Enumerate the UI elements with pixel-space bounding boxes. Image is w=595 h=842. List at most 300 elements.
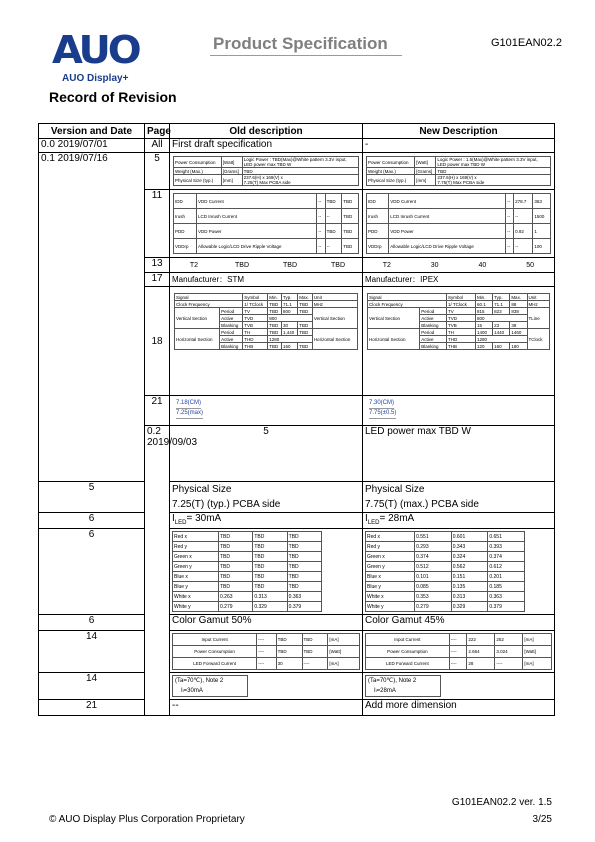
table-row — [173, 552, 322, 562]
table-row — [367, 168, 551, 175]
table-row — [366, 532, 525, 542]
table-row — [174, 175, 359, 186]
chromaticity-mini-table — [365, 531, 525, 612]
table-cell: Power Consumption — [174, 157, 222, 168]
revision-table — [38, 123, 555, 716]
table-cell: Weight (Max.) — [174, 168, 222, 175]
table-row — [368, 329, 550, 336]
header-new: New Description — [363, 124, 555, 139]
table-cell: 71.1 — [493, 301, 510, 308]
new-cell: - — [363, 139, 555, 153]
table-cell: 800 — [475, 315, 527, 322]
table-cell: TBD — [253, 562, 287, 572]
table-cell: Blanking — [220, 322, 243, 329]
new-cell — [363, 631, 555, 673]
cell-text: TBD — [235, 261, 249, 269]
chromaticity-mini-table — [172, 531, 322, 612]
table-cell: -- — [325, 209, 342, 224]
table-cell: -- — [514, 209, 533, 224]
table-cell: TVB — [243, 322, 268, 329]
power-spec-mini-table — [366, 156, 551, 186]
table-cell: TBD — [242, 168, 358, 175]
table-cell: Weight (Max.) — [367, 168, 415, 175]
cell-text: Iₗ=30mA — [181, 688, 203, 694]
table-cell: Power Consumption — [366, 646, 450, 658]
table-cell: 800 — [268, 315, 313, 322]
table-row — [39, 673, 555, 700]
content-block — [366, 532, 525, 612]
table-cell: Red x — [366, 532, 415, 542]
page-cell: All — [145, 139, 170, 153]
cell-text: = 30mA — [186, 513, 222, 524]
table-cell: [Watt] — [415, 157, 436, 168]
cell-text: Physical Size — [172, 484, 232, 495]
table-cell: 0.379 — [287, 602, 321, 612]
new-cell: Manufacturer：IPEX — [363, 273, 555, 287]
table-cell: VDD Current — [389, 194, 506, 209]
table-row — [175, 308, 358, 315]
table-cell: 0.329 — [253, 602, 287, 612]
page-cell: 17 — [145, 273, 170, 287]
table-cell: TH — [446, 329, 475, 336]
table-header-row — [39, 124, 555, 139]
table-cell: ---- — [257, 646, 276, 658]
table-cell: LED Forward Current — [173, 658, 257, 670]
table-row — [366, 658, 552, 670]
dimension-label: 7.75(±0.5) — [369, 409, 396, 419]
table-cell: TBD — [287, 582, 321, 592]
table-cell: Horizontal Section — [368, 329, 420, 350]
document-number: G101EAN02.2 — [491, 37, 562, 49]
table-cell: Horizontal Section — [312, 329, 357, 350]
table-cell: 222 — [467, 634, 495, 646]
table-cell: TBD — [276, 634, 302, 646]
cell-text: T2 — [189, 261, 199, 269]
table-cell: Input Current — [173, 634, 257, 646]
table-cell: Max. — [510, 294, 527, 301]
table-cell: 30 — [276, 658, 302, 670]
table-cell: TBD — [253, 552, 287, 562]
page-cell: 5 — [145, 153, 170, 190]
table-cell: [Watt] — [221, 157, 242, 168]
content-block — [39, 124, 555, 716]
table-row — [173, 562, 322, 572]
table-cell: 800 — [281, 308, 297, 315]
table-cell: TBD — [276, 646, 302, 658]
table-cell: -- — [317, 194, 325, 209]
content-block — [367, 194, 551, 254]
table-row — [173, 634, 360, 646]
table-cell: 0.343 — [451, 542, 488, 552]
table-cell: 71.1 — [281, 301, 297, 308]
cell-text: 237.6(H) x 169(V) x — [437, 175, 477, 180]
table-cell: -- — [506, 194, 514, 209]
table-cell: Vertical Section — [368, 308, 420, 329]
table-cell: 0.263 — [219, 592, 253, 602]
table-cell: TBD — [268, 308, 282, 315]
table-cell: Signal — [368, 294, 447, 301]
table-cell: TBD — [302, 634, 328, 646]
table-row — [39, 631, 555, 673]
cell-text: 237.6(H) x 169(V) x — [243, 175, 283, 180]
table-cell: THB — [446, 343, 475, 350]
table-cell: 100 — [533, 239, 551, 254]
table-cell — [242, 175, 358, 186]
table-row — [173, 532, 322, 542]
table-cell: PDD — [174, 224, 197, 239]
table-cell: TVB — [446, 322, 475, 329]
table-row — [366, 592, 525, 602]
page-cell: 5 — [39, 482, 145, 513]
table-cell: VDD Current — [196, 194, 316, 209]
old-cell — [170, 529, 363, 615]
table-cell: [mA] — [328, 658, 360, 670]
table-cell: Period — [220, 329, 243, 336]
table-cell: TBD — [287, 562, 321, 572]
table-cell: 120 — [475, 343, 492, 350]
old-cell — [170, 396, 363, 426]
table-cell: [Watt] — [523, 646, 552, 658]
table-cell: ---- — [449, 634, 467, 646]
table-row — [366, 572, 525, 582]
table-row — [174, 168, 359, 175]
table-cell: White y — [173, 602, 219, 612]
table-cell — [436, 157, 551, 168]
table-row — [175, 329, 358, 336]
cell-text: LED — [367, 520, 380, 526]
table-cell: [Watt] — [328, 646, 360, 658]
content-block — [173, 532, 322, 612]
table-cell: TBD — [219, 542, 253, 552]
new-cell: Color Gamut 45% — [363, 615, 555, 631]
old-cell: -- — [170, 700, 363, 716]
content-block — [170, 258, 362, 272]
table-cell: [Grams] — [221, 168, 242, 175]
table-row — [39, 139, 555, 153]
table-cell: [mm] — [415, 175, 436, 186]
new-cell — [363, 258, 555, 273]
header-page: Page — [145, 124, 170, 139]
table-cell: 0.279 — [415, 602, 452, 612]
table-cell: Input Current — [366, 634, 450, 646]
table-cell: [mm] — [221, 175, 242, 186]
page-cell: 13 — [145, 258, 170, 273]
table-cell: Typ. — [493, 294, 510, 301]
table-cell: Unit — [312, 294, 357, 301]
table-cell: TBD — [219, 532, 253, 542]
cell-text: = 28mA — [379, 513, 415, 524]
cell-text: Logic Power : 1.5(Max)@White pattern 3.3V input, — [437, 157, 538, 162]
table-row — [173, 542, 322, 552]
table-cell: 1500 — [533, 209, 551, 224]
table-cell: 28 — [467, 658, 495, 670]
table-cell: TBD — [268, 329, 282, 336]
table-cell: Blue y — [366, 582, 415, 592]
table-cell: -- — [325, 239, 342, 254]
table-row — [173, 658, 360, 670]
table-cell: TBD — [298, 308, 313, 315]
table-cell: TBD — [298, 322, 313, 329]
version-cell: 0.1 2019/07/16 — [39, 153, 145, 482]
table-cell: [Grams] — [415, 168, 436, 175]
table-cell: TBD — [268, 343, 282, 350]
table-cell: [mA] — [523, 658, 552, 670]
table-row — [366, 562, 525, 572]
table-cell: Active — [220, 315, 243, 322]
old-cell — [170, 673, 363, 700]
old-cell — [170, 190, 363, 258]
table-cell: 1400 — [475, 329, 492, 336]
page-cell: 21 — [145, 396, 170, 426]
table-cell: IDD — [174, 194, 197, 209]
table-cell: 180 — [510, 343, 527, 350]
table-cell: TBD — [253, 572, 287, 582]
table-cell: PDD — [367, 224, 389, 239]
table-cell: Red y — [366, 542, 415, 552]
table-row — [173, 572, 322, 582]
table-cell: 0.374 — [415, 552, 452, 562]
timing-mini-table — [174, 293, 358, 350]
table-cell: TLine — [527, 308, 550, 329]
page-title: Product Specification — [213, 34, 388, 53]
table-cell: TV — [446, 308, 475, 315]
table-cell: 1 — [533, 224, 551, 239]
table-cell: 823 — [493, 308, 510, 315]
old-cell — [170, 482, 363, 513]
section-title: Record of Revision — [49, 89, 177, 105]
table-cell: VDDrp — [367, 239, 389, 254]
table-cell: Allowable Logic/LCD Drive Ripple Voltage — [196, 239, 316, 254]
table-cell: ---- — [257, 634, 276, 646]
table-cell: 0.92 — [514, 224, 533, 239]
cell-text: 7.25(T) Max PCBA side — [243, 180, 291, 185]
content-block — [176, 399, 356, 419]
cell-text: 7.25(T) (typ.) PCBA side — [172, 499, 281, 510]
table-row — [367, 175, 551, 186]
table-cell: Typ. — [281, 294, 297, 301]
title-underline — [210, 55, 402, 56]
table-cell: TBD — [253, 542, 287, 552]
table-row — [366, 582, 525, 592]
table-cell: Physical Size (typ.) — [367, 175, 415, 186]
table-cell: [mA] — [523, 634, 552, 646]
old-cell — [170, 258, 363, 273]
table-cell: 838 — [510, 308, 527, 315]
table-row — [175, 294, 358, 301]
table-cell: Signal — [175, 294, 243, 301]
table-cell: Green y — [173, 562, 219, 572]
header-old: Old description — [170, 124, 363, 139]
table-cell: MHz — [527, 301, 550, 308]
old-cell: Color Gamut 50% — [170, 615, 363, 631]
table-row — [368, 301, 550, 308]
cell-text: 50 — [526, 261, 535, 269]
table-cell: 2.664 — [467, 646, 495, 658]
table-cell: Green x — [366, 552, 415, 562]
content-block — [367, 157, 551, 186]
cell-text: (Ta=70℃), Note 2 — [368, 678, 417, 684]
version-cell: 0.0 2019/07/01 — [39, 139, 145, 153]
table-cell: TBD — [253, 582, 287, 592]
table-cell: -- — [317, 224, 325, 239]
table-row — [366, 646, 552, 658]
table-cell: Green x — [173, 552, 219, 562]
page-cell: 18 — [145, 287, 170, 396]
table-cell: 1/ TClock — [446, 301, 475, 308]
table-cell: 363 — [533, 194, 551, 209]
table-cell: 815 — [475, 308, 492, 315]
table-cell: 0.101 — [415, 572, 452, 582]
table-cell: -- — [514, 239, 533, 254]
cell-text: LED power max TBD W — [437, 162, 486, 167]
content-block — [368, 294, 550, 350]
table-cell: 1280 — [268, 336, 313, 343]
table-cell: Active — [420, 315, 447, 322]
table-cell: TClock — [527, 329, 550, 350]
old-cell: First draft specification — [170, 139, 363, 153]
table-cell: LED Forward Current — [366, 658, 450, 670]
cell-text: LED — [174, 520, 187, 526]
content-block — [175, 294, 358, 350]
table-cell: TBD — [253, 532, 287, 542]
table-cell: TBD — [342, 194, 359, 209]
table-cell: TBD — [268, 322, 282, 329]
table-cell: 0.085 — [415, 582, 452, 592]
table-cell: 0.562 — [451, 562, 488, 572]
table-row — [174, 224, 359, 239]
new-cell — [363, 529, 555, 615]
cell-text: Iₗ=28mA — [374, 688, 396, 694]
table-row — [173, 592, 322, 602]
dimension-label: 7.25(max) — [176, 409, 203, 419]
table-cell: Vertical Section — [175, 308, 220, 329]
auo-logo: AUO — [52, 28, 139, 72]
table-cell: Blue x — [173, 572, 219, 582]
table-row — [367, 157, 551, 168]
table-cell: 1460 — [510, 329, 527, 336]
cell-text: 7.75(T) (max.) PCBA side — [365, 499, 479, 510]
table-cell: 0.379 — [488, 602, 525, 612]
table-cell: TBD — [219, 582, 253, 592]
cell-text: Physical Size — [365, 484, 425, 495]
table-cell: -- — [317, 239, 325, 254]
cell-text: TBD — [331, 261, 345, 269]
new-cell: Add more dimension — [363, 700, 555, 716]
table-cell: Active — [220, 336, 243, 343]
cell-text: 40 — [478, 261, 487, 269]
table-cell: 160 — [281, 343, 297, 350]
table-cell: 0.324 — [451, 552, 488, 562]
content-block — [172, 675, 248, 697]
table-cell: TBD — [342, 209, 359, 224]
table-cell: 0.651 — [488, 532, 525, 542]
table-cell: THD — [446, 336, 475, 343]
table-cell: 60.1 — [475, 301, 492, 308]
table-cell: LCD Inrush Current — [196, 209, 316, 224]
table-cell: Clock Frequency — [368, 301, 447, 308]
table-cell: 0.313 — [451, 592, 488, 602]
table-cell: LCD Inrush Current — [389, 209, 506, 224]
header-version: Version and Date — [39, 124, 145, 139]
table-cell: Min. — [475, 294, 492, 301]
table-cell: 0.374 — [488, 552, 525, 562]
table-row — [174, 157, 359, 168]
table-cell: Blue y — [173, 582, 219, 592]
cell-text: T2 — [382, 261, 391, 269]
table-cell: 0.135 — [451, 582, 488, 592]
table-cell: 0.512 — [415, 562, 452, 572]
table-cell: 0.612 — [488, 562, 525, 572]
table-cell: Min. — [268, 294, 282, 301]
table-cell: VDD Power — [196, 224, 316, 239]
table-cell: 0.313 — [253, 592, 287, 602]
page-cell: 6 — [39, 529, 145, 615]
table-cell: 1440 — [493, 329, 510, 336]
table-cell: Green y — [366, 562, 415, 572]
table-cell: 0.329 — [451, 602, 488, 612]
table-cell: White x — [173, 592, 219, 602]
table-cell — [242, 157, 358, 168]
table-cell: TBD — [325, 224, 342, 239]
new-cell — [363, 153, 555, 190]
table-cell: 0.201 — [488, 572, 525, 582]
table-cell: Unit — [527, 294, 550, 301]
table-cell: TBD — [342, 224, 359, 239]
table-cell: TVD — [243, 315, 268, 322]
new-cell — [363, 287, 555, 396]
table-cell: ---- — [302, 658, 328, 670]
cell-text: TBD — [283, 261, 297, 269]
table-row — [367, 239, 551, 254]
table-row — [367, 194, 551, 209]
table-cell: White x — [366, 592, 415, 602]
table-cell: 160 — [493, 343, 510, 350]
table-cell: TBD — [219, 572, 253, 582]
table-row — [174, 239, 359, 254]
table-cell: 1,440 — [281, 329, 297, 336]
new-cell — [363, 482, 555, 513]
table-cell: THB — [243, 343, 268, 350]
table-cell: TBD — [298, 329, 313, 336]
table-cell — [436, 175, 551, 186]
table-cell: 278.7 — [514, 194, 533, 209]
table-cell: Blanking — [420, 343, 447, 350]
table-cell: MHz — [312, 301, 357, 308]
backlight-mini-table — [172, 633, 360, 670]
table-cell: ---- — [495, 658, 523, 670]
table-row — [39, 700, 555, 716]
table-cell: 0.393 — [488, 542, 525, 552]
content-block — [369, 399, 548, 419]
table-row — [367, 209, 551, 224]
footer-page-number: 3/25 — [532, 814, 552, 825]
table-cell: ---- — [449, 646, 467, 658]
table-cell: -- — [506, 209, 514, 224]
power-spec-mini-table — [173, 156, 359, 186]
table-row — [366, 542, 525, 552]
table-row — [173, 646, 360, 658]
table-cell: TBD — [268, 301, 282, 308]
old-cell: Manufacturer：STM — [170, 273, 363, 287]
page-cell: 14 — [39, 631, 145, 673]
version-cell: 0.2 2019/09/03 — [145, 426, 170, 716]
backlight-mini-table — [365, 633, 552, 670]
cell-text: 30 — [430, 261, 439, 269]
table-cell: Blanking — [420, 322, 447, 329]
table-cell: Symbol — [446, 294, 475, 301]
table-row — [39, 482, 555, 513]
table-cell: 0.185 — [488, 582, 525, 592]
